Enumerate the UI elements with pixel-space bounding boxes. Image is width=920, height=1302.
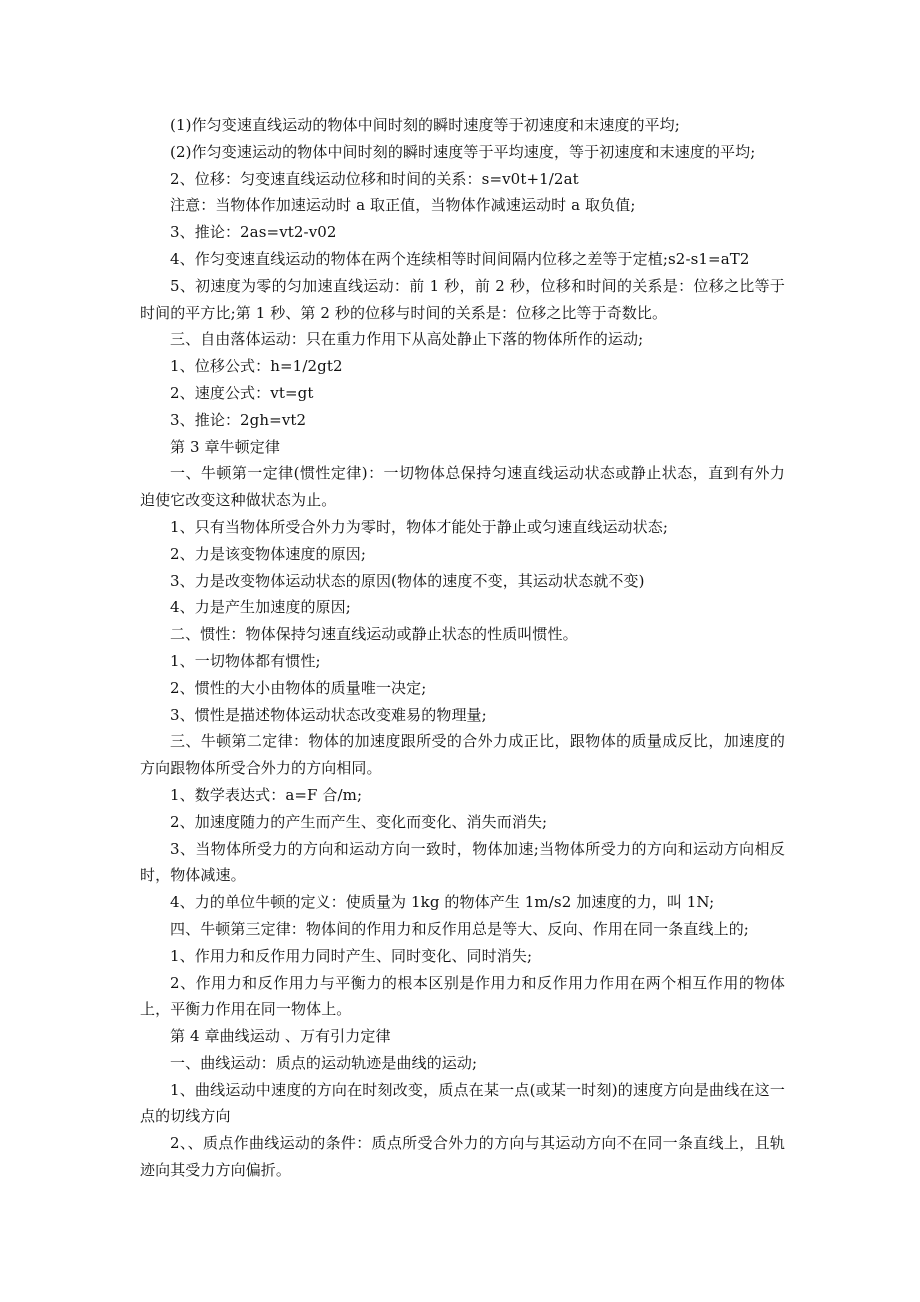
document-body [140, 112, 785, 1184]
paragraph: 4、力的单位牛顿的定义：使质量为 1kg 的物体产生 1m/s2 加速度的力，叫 1N; [170, 893, 715, 912]
paragraph: 1、只有当物体所受合外力为零时，物体才能处于静止或匀速直线运动状态; [170, 517, 669, 536]
paragraph: 1、数学表达式：a=F 合/m; [170, 785, 363, 804]
paragraph: 2、速度公式：vt=gt [170, 383, 314, 402]
paragraph: 4、作匀变速直线运动的物体在两个连续相等时间间隔内位移之差等于定植;s2-s1=aT2 [170, 249, 750, 268]
paragraph: 2、加速度随力的产生而产生、变化而变化、消失而消失; [170, 812, 548, 831]
paragraph: 2、作用力和反作用力与平衡力的根本区别是作用力和反作用力作用在两个相互作用的物体上，平衡力作用在同一物体上。 [140, 973, 785, 1019]
paragraph: 2、惯性的大小由物体的质量唯一决定; [170, 678, 427, 697]
chapter-heading: 第 3 章牛顿定律 [170, 437, 280, 456]
paragraph: 3、当物体所受力的方向和运动方向一致时，物体加速;当物体所受力的方向和运动方向相反时，物体减速。 [140, 839, 785, 885]
paragraph: 1、一切物体都有惯性; [170, 651, 321, 670]
paragraph: 2、力是该变物体速度的原因; [170, 544, 366, 563]
paragraph: 3、力是改变物体运动状态的原因(物体的速度不变，其运动状态就不变) [170, 571, 645, 590]
paragraph: 2、位移：匀变速直线运动位移和时间的关系：s=v0t+1/2at [170, 169, 579, 188]
paragraph: 3、推论：2as=vt2-v02 [170, 223, 337, 242]
chapter-heading: 第 4 章曲线运动 、万有引力定律 [170, 1027, 391, 1046]
paragraph: 2、、质点作曲线运动的条件：质点所受合外力的方向与其运动方向不在同一条直线上，且轨迹向其受力方向偏折。 [140, 1134, 785, 1180]
paragraph: 一、牛顿第一定律(惯性定律)：一切物体总保持匀速直线运动状态或静止状态，直到有外力迫使它改变这种做状态为止。 [140, 464, 785, 510]
paragraph: 5、初速度为零的匀加速直线运动：前 1 秒，前 2 秒，位移和时间的关系是：位移之比等于时间的平方比;第 1 秒、第 2 秒的位移与时间的关系是：位移之比等于奇数比。 [140, 276, 785, 322]
paragraph: 1、作用力和反作用力同时产生、同时变化、同时消失; [170, 946, 533, 965]
paragraph: 1、曲线运动中速度的方向在时刻改变，质点在某一点(或某一时刻)的速度方向是曲线在这一点的切线方向 [140, 1080, 785, 1126]
paragraph: 二、惯性：物体保持匀速直线运动或静止状态的性质叫惯性。 [170, 625, 578, 644]
paragraph: 4、力是产生加速度的原因; [170, 598, 351, 617]
paragraph: 3、惯性是描述物体运动状态改变难易的物理量; [170, 705, 487, 724]
paragraph: 三、牛顿第二定律：物体的加速度跟所受的合外力成正比，跟物体的质量成反比，加速度的方向跟物体所受合外力的方向相同。 [140, 732, 785, 778]
paragraph: (2)作匀变速运动的物体中间时刻的瞬时速度等于平均速度，等于初速度和末速度的平均; [170, 142, 756, 161]
paragraph: 三、自由落体运动：只在重力作用下从高处静止下落的物体所作的运动; [170, 330, 644, 349]
paragraph: 1、位移公式：h=1/2gt2 [170, 357, 343, 376]
paragraph: 一、曲线运动：质点的运动轨迹是曲线的运动; [170, 1053, 478, 1072]
paragraph: 四、牛顿第三定律：物体间的作用力和反作用总是等大、反向、作用在同一条直线上的; [170, 919, 749, 938]
paragraph: 注意：当物体作加速运动时 a 取正值，当物体作减速运动时 a 取负值; [170, 196, 636, 215]
paragraph: 3、推论：2gh=vt2 [170, 410, 307, 429]
paragraph: (1)作匀变速直线运动的物体中间时刻的瞬时速度等于初速度和末速度的平均; [170, 116, 680, 134]
